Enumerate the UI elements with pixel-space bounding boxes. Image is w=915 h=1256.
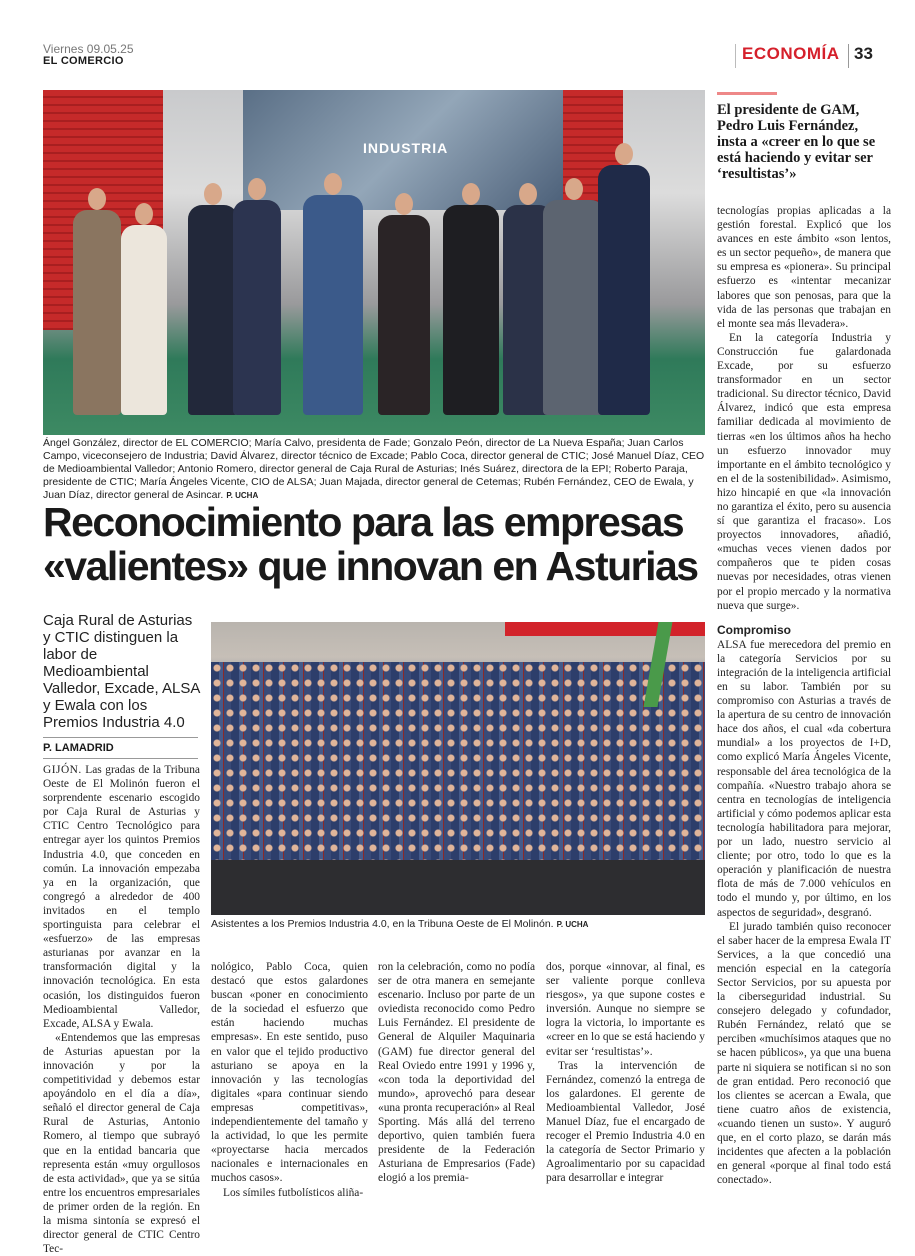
section-label: ECONOMÍA	[735, 44, 840, 68]
audience-photo	[211, 622, 705, 915]
body-column-2	[211, 960, 368, 1200]
paragraph: «Entendemos que las empresas de Asturias apuestan por la innovación y por la competitividad y debemos estar apoyándolo en el día a día», señaló el director general de Caja Rural de Asturias, Antonio Romero, al tiempo que subrayó que en la entidad bancaria que representa están «muy orgullosos de esta actividad», que ya se sitúa entre los encuentros empresariales de primer orden de la región. En la misma sintonía se expresó el director general de CTIC Centro Tec-	[43, 1031, 200, 1256]
screen-text: INDUSTRIA	[363, 140, 449, 156]
photo-credit: P. UCHA	[556, 920, 589, 929]
paragraph: En la categoría Industria y Construcción fue galardonada Excade, por su esfuerzo transformador en un sector tradicional. Su director técnico, David Álvarez, indicó que esta empresa familiar dedicada al movimiento de tierras «en los últimos años ha hecho un esfuerzo innovador muy importante en el ámbito tecnológico y en el de la sostenibilidad». Asimismo, hizo hincapié en que «la innovación no garantiza el éxito, pero su ausencia sí que garantiza el fracaso». Los proyectos innovadores, añadió, «muchas veces vienen dados por compañeros que te piden cosas nuevas por necesidades, otras vienen por el propio mercado y la normativa nueva que surge».	[717, 331, 891, 612]
pull-subhead: El presidente de GAM, Pedro Luis Fernández, insta a «creer en lo que se está haciendo y evitar ser ‘resultistas’»	[717, 102, 876, 182]
page-number: 33	[848, 44, 873, 68]
paragraph: El jurado también quiso reconocer el saber hacer de la empresa Ewala IT Services, a la que concedió una mención especial en la categoría Sector Servicios, por su apuesta por la ciberseguridad industrial. Su consejero delegado y cofundador, Rubén Fernández, relató que se perciben «muchísimos ataques que no se hacen públicos», ya que una buena parte ni siquiera se notifican si no son de gran entidad. Pero reconoció que los clientes se acercan a Ewala, que tiene cuatro años de existencia, «cuando tienen un susto». Y auguró que, en el corto plazo, se darán más incidentes que afecten a la población en general «porque al final todo está conectado».	[717, 920, 891, 1187]
issue-date: Viernes 09.05.25	[43, 42, 134, 56]
audience-photo-caption	[211, 918, 705, 931]
byline: P. LAMADRID	[43, 742, 114, 754]
body-column-5	[717, 204, 891, 1187]
paragraph: Los símiles futbolísticos aliña-	[223, 1186, 364, 1199]
divider	[43, 737, 198, 738]
paragraph: ron la celebración, como no podía ser de otra manera en semejante escenario. Incluso por parte de un oviedista reconocido como Pedro Luis Fernández. El presidente de General de Alquiler Maquinaria (GAM) fue director general del Real Oviedo entre 1991 y 1996 y, «con toda la deportividad del mundo», aprovechó para desear «una pronta recuperación» al Real Sporting. Más allá del terreno deportivo, quien también fuera presidente de la Federación Asturiana de Empresarios (Fade) elogió a los premia-	[378, 961, 535, 1185]
paragraph: Las gradas de la Tribuna Oeste de El Molinón fueron el sorprendente escenario escogido por Caja Rural de Asturias y CTIC Centro Tecnológico para entregar ayer los quintos Premios Industria 4.0, que conceden en común. La innovación empezaba ya en la organización, que congregó a alrededor de 400 invitados en el templo sportinguista para celebrar el «esfuerzo» de las empresas asturianas por avanzar en la transformación digital y la innovación tecnológica. En esta ocasión, los distinguidos fueron Medioambiental Valledor, Excade, ALSA y Ewala.	[43, 764, 200, 1030]
subhead-marker	[717, 92, 777, 95]
photo-credit: P. UCHA	[226, 491, 259, 500]
body-column-4	[546, 960, 705, 1186]
headline: Reconocimiento para las empresas «valientes» que innovan en Asturias	[43, 499, 698, 589]
intertitle: Compromiso	[717, 622, 792, 637]
location-tag: GIJÓN.	[43, 764, 82, 776]
group-photo-caption	[43, 437, 705, 502]
paragraph: Tras la intervención de Fernández, comenzó la entrega de los galardones. El gerente de Medioambiental Valledor, José Manuel Díaz, fue el encargado de recoger el Premio Industria 4.0 en la categoría de Sector Primario y Agroalimentario por su capacidad para desarrollar e integrar	[546, 1059, 705, 1185]
paragraph: tecnologías propias aplicadas a la gestión forestal. Explicó que los avances en este ámbito «son lentos, es un sector pequeño», de manera que su empresa es «pionera». Su principal esfuerzo es «intentar mecanizar labores que son penosas, para que la vida de las personas que trabajan en el monte sea más llevadera».	[717, 205, 891, 330]
newspaper-name: EL COMERCIO	[43, 55, 124, 67]
group-photo	[43, 90, 705, 435]
paragraph: nológico, Pablo Coca, quien destacó que estos galardones buscan «poner en conocimiento de la sociedad el esfuerzo que están haciendo muchas empresas». En este sentido, puso en valor que el tejido productivo asturiano se apoya en la innovación y las tecnologías digitales «para continuar siendo empresas competitivas», independientemente del tamaño y la actividad, lo que les permite «proyectarse hacia mercados nacionales e internacionales en muchos casos».	[211, 961, 368, 1185]
deck: Caja Rural de Asturias y CTIC distinguen la labor de Medioambiental Valledor, Excade, ALSA y Ewala con los Premios Industria 4.0	[43, 612, 200, 731]
paragraph: ALSA fue merecedora del premio en la categoría Servicios por su integración de la inteligencia artificial en su labor. También por su compromiso con Asturias a través de la apertura de su centro de innovación hace dos años, el cual «da cobertura mundial» a los proyectos de I+D, como explicó María Ángeles Vicente, responsable del área tecnológica de la compañía. «Nuestro trabajo ahora se centra en tecnologías de inteligencia artificial y cómo podemos aplicar esta tecnología habilitadora para mejorar, por un lado, nuestro servicio al cliente; por otro, todo lo que es la operación y planificación de nuestra flota de más de 7.000 vehículos en todo el mundo y, por último, en los aspectos de seguridad», desgranó.	[717, 638, 891, 919]
paragraph: dos, porque «innovar, al final, es ser valiente porque conlleva riesgos», ya que supone costes e inversión. Aunque no siempre se logra la victoria, lo importante es «creer en lo que se está haciendo y evitar ser ‘resultistas’».	[546, 961, 705, 1058]
left-column	[43, 612, 200, 1256]
right-column	[717, 92, 891, 1187]
caption-text: Ángel González, director de EL COMERCIO; María Calvo, presidenta de Fade; Gonzalo Peón, director de La Nueva España; Juan Carlos Campo, viceconsejero de Industria; David Álvarez, director técnico de Excade; Pablo Coca, director general de CTIC; José Manuel Díaz, CEO de Medioambiental Valledor; Antonio Romero, director general de Caja Rural de Asturias; Inés Suárez, directora de la EPI; Roberto Paraja, presidente de CTIC; María Ángeles Vicente, CIO de ALSA; Juan Majada, director general de Cetemas; Rubén Fernández, CEO de Ewala, y Juan Díaz, director general de Asincar.	[43, 437, 705, 501]
caption-text: Asistentes a los Premios Industria 4.0, en la Tribuna Oeste de El Molinón.	[211, 918, 554, 930]
body-column-1	[43, 763, 200, 1256]
body-column-3	[378, 960, 535, 1186]
divider	[43, 758, 198, 759]
